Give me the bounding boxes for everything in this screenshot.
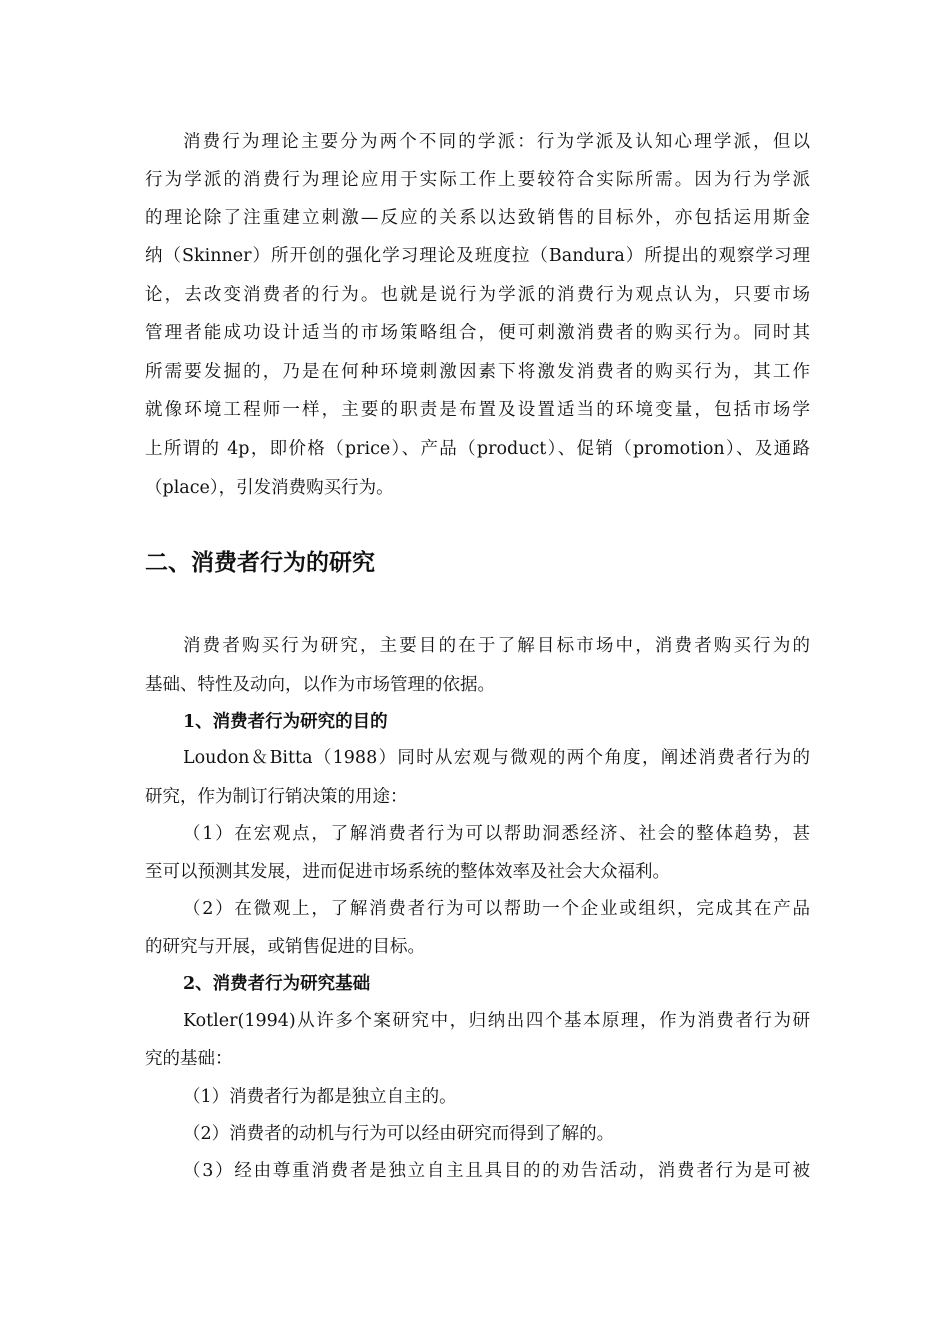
list-item-line: （2）消费者的动机与行为可以经由研究而得到了解的。 — [183, 1124, 615, 1144]
paragraph-line: 究的基础： — [145, 1049, 233, 1069]
paragraph-line: Kotler(1994)从许多个案研究中，归纳出四个基本原理，作为消费者行为研 — [183, 1011, 810, 1031]
paragraph-line: 基础、特性及动向，以作为市场管理的依据。 — [145, 675, 495, 695]
paragraph-line: （place），引发消费购买行为。 — [145, 478, 394, 498]
paragraph-line: 所需要发掘的，乃是在何种环境刺激因素下将激发消费者的购买行为，其工作 — [145, 362, 810, 382]
list-item-line: （2）在微观上，了解消费者行为可以帮助一个企业或组织，完成其在产品 — [183, 899, 810, 919]
paragraph-line: 管理者能成功设计适当的市场策略组合，便可刺激消费者的购买行为。同时其 — [145, 323, 810, 343]
paragraph-line: 纳（Skinner）所开创的强化学习理论及班度拉（Bandura）所提出的观察学习理 — [145, 246, 810, 266]
paragraph-line: 上所谓的 4p，即价格（price）、产品（product）、促销（promotion）、及通路 — [145, 439, 810, 459]
list-item-line: 的研究与开展，或销售促进的目标。 — [145, 937, 425, 957]
subsection-heading: 2、消费者行为研究基础 — [183, 974, 371, 994]
list-item-line: （3）经由尊重消费者是独立自主且具目的的劝告活动，消费者行为是可被 — [183, 1161, 810, 1181]
subsection-heading: 1、消费者行为研究的目的 — [183, 712, 388, 732]
section-heading: 二、消费者行为的研究 — [145, 549, 375, 576]
paragraph-line: 就像环境工程师一样，主要的职责是布置及设置适当的环境变量，包括市场学 — [145, 400, 810, 420]
paragraph-line: 消费行为理论主要分为两个不同的学派：行为学派及认知心理学派，但以 — [183, 132, 810, 152]
paragraph-line: 消费者购买行为研究，主要目的在于了解目标市场中，消费者购买行为的 — [183, 636, 810, 656]
list-item-line: （1）消费者行为都是独立自主的。 — [183, 1087, 457, 1107]
paragraph-line: 论，去改变消费者的行为。也就是说行为学派的消费行为观点认为，只要市场 — [145, 285, 810, 305]
paragraph-line: 研究，作为制订行销决策的用途： — [145, 787, 408, 807]
paragraph-line: Loudon＆Bitta（1988）同时从宏观与微观的两个角度，阐述消费者行为的 — [183, 748, 810, 768]
list-item-line: （1）在宏观点，了解消费者行为可以帮助洞悉经济、社会的整体趋势，甚 — [183, 824, 810, 844]
paragraph-line: 行为学派的消费行为理论应用于实际工作上要较符合实际所需。因为行为学派 — [145, 170, 810, 190]
list-item-line: 至可以预测其发展，进而促进市场系统的整体效率及社会大众福利。 — [145, 862, 670, 882]
paragraph-line: 的理论除了注重建立刺激—反应的关系以达致销售的目标外，亦包括运用斯金 — [145, 208, 810, 228]
